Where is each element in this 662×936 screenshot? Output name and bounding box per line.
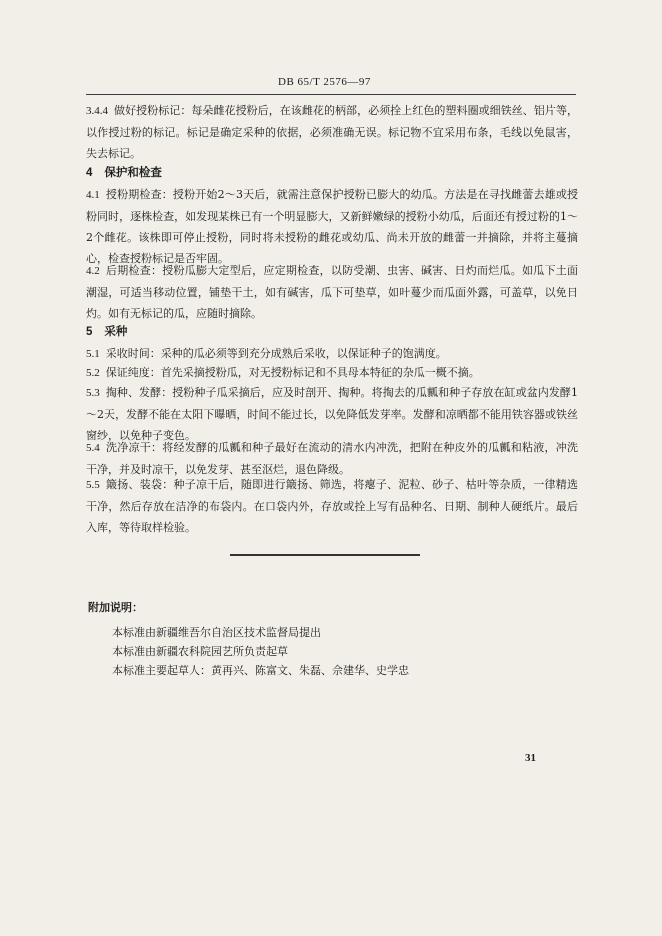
clause-number: 5.5	[86, 479, 100, 491]
section-number: 5	[86, 326, 93, 338]
clause-number: 5.1	[86, 348, 100, 360]
clause-number: 5.4	[86, 442, 100, 454]
clause-number: 5.3	[86, 387, 100, 399]
page-number: 31	[525, 752, 536, 764]
section-4-heading	[86, 164, 162, 180]
clause-3-4-4	[86, 100, 578, 164]
clause-text: 洗净凉干：将经发酵的瓜瓤和种子最好在流动的清水内冲洗，把附在种皮外的瓜瓤和粘液，冲洗干净，并及时凉干，以免发芽、甚至沤烂，退色降级。	[86, 441, 578, 476]
page-header-standard-code: DB 65/T 2576—97	[278, 76, 371, 88]
appendix-title: 附加说明：	[88, 601, 143, 614]
clause-4-2	[86, 260, 578, 324]
clause-text: 保证纯度：首先采摘授粉瓜，对无授粉标记和不具母本特征的杂瓜一概不摘。	[105, 366, 480, 379]
clause-5-2	[86, 362, 578, 384]
clause-text: 授粉期检查：授粉开始2～3天后，就需注意保护授粉已膨大的幼瓜。方法是在寻找雌蕾去雄或授粉同时，逐株检查，如发现某株已有一个明显膨大，又新鲜嫩绿的授粉小幼瓜，后面还有授过粉的1～2个雌花。该株即可停止授粉，同时将未授粉的雌花或幼瓜、尚未开放的雌蕾一并摘除，并将主蔓摘心，检查授粉标记是否牢固。	[86, 188, 578, 265]
clause-text: 采收时间：采种的瓜必须等到充分成熟后采收，以保证种子的饱满度。	[105, 347, 447, 360]
appendix-line: 本标准主要起草人：黄再兴、陈富文、朱磊、佘建华、史学忠	[112, 664, 409, 677]
appendix-line: 本标准由新疆维吾尔自治区技术监督局提出	[112, 626, 321, 639]
section-5-heading	[86, 323, 127, 339]
clause-number: 4.1	[86, 189, 100, 201]
section-number: 4	[86, 167, 93, 179]
clause-number: 5.2	[86, 367, 100, 379]
end-of-standard-rule	[230, 554, 420, 556]
clause-number: 3.4.4	[86, 105, 108, 117]
section-title: 保护和检查	[104, 165, 162, 179]
clause-4-1	[86, 184, 578, 269]
appendix-line: 本标准由新疆农科院园艺所负责起草	[112, 645, 288, 658]
section-title: 采种	[104, 324, 128, 338]
clause-text: 簸扬、装袋：种子凉干后，随即进行簸扬、筛选，将瘪子、泥粒、砂子、枯叶等杂质，一律精选干净，然后存放在洁净的布袋内。在口袋内外，存放或拴上写有品种名、日期、制种人硬纸片。最后入库，等待取样检验。	[86, 478, 578, 534]
clause-text: 掏种、发酵：授粉种子瓜采摘后，应及时剖开、掏种。将掏去的瓜瓤和种子存放在缸或盆内发酵1～2天，发酵不能在太阳下曝晒，时间不能过长，以免降低发芽率。发酵和凉晒都不能用铁容器或铁丝窗纱，以免种子变色。	[86, 386, 578, 442]
clause-number: 4.2	[86, 265, 100, 277]
clause-text: 做好授粉标记：每朵雌花授粉后，在该雌花的柄部，必须拴上红色的塑料圈或细铁丝、铝片等，以作授过粉的标记。标记是确定采种的依据，必须准确无误。标记物不宜采用布条，毛线以免鼠害，失去标记。	[86, 104, 578, 160]
header-divider	[86, 94, 576, 95]
clause-text: 后期检查：授粉瓜膨大定型后，应定期检查，以防受潮、虫害、碱害、日灼而烂瓜。如瓜下土面潮湿，可适当移动位置，铺垫干土，如有碱害，瓜下可垫草，如叶蔓少而瓜面外露，可盖草，以免日灼。如有无标记的瓜，应随时摘除。	[86, 264, 578, 320]
clause-5-5	[86, 474, 578, 538]
